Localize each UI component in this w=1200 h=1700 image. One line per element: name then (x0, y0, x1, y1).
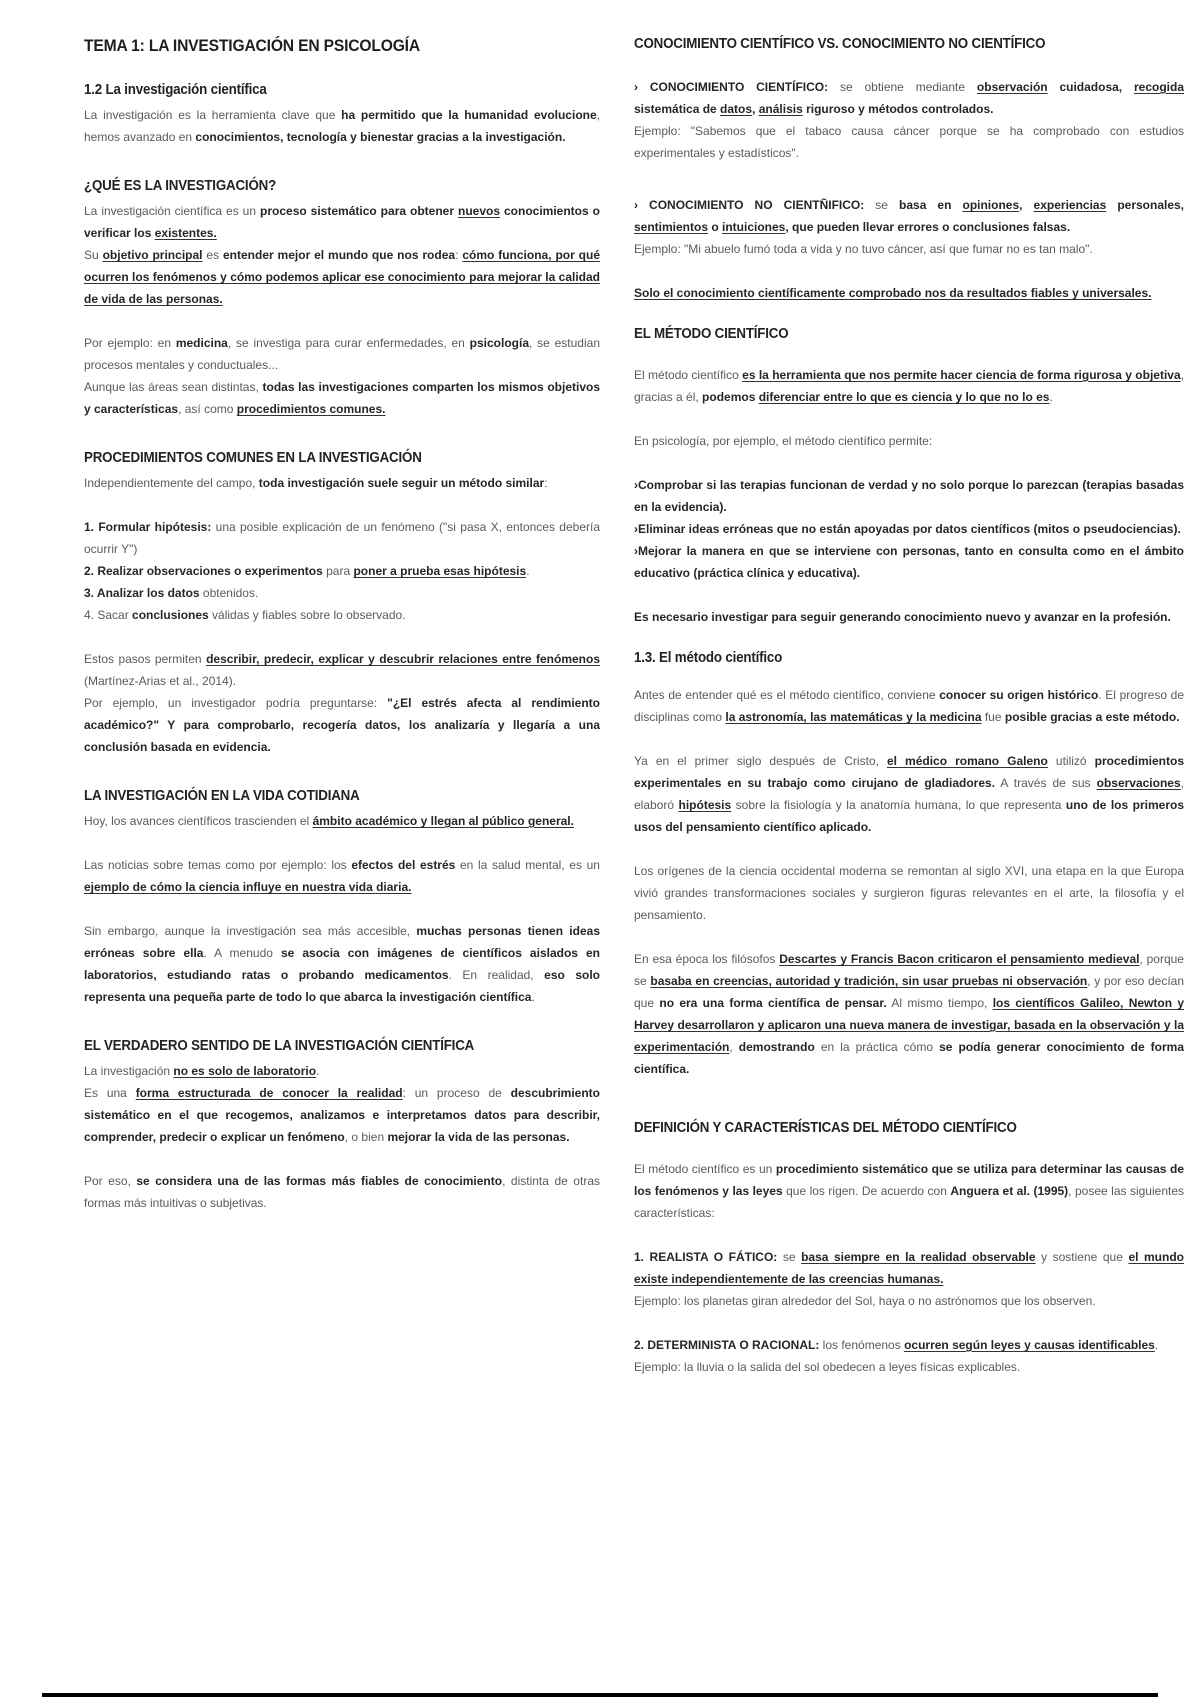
text-run: Descartes y Francis Bacon criticaron el pensamiento medieval (779, 952, 1140, 966)
text-run: posible gracias a este método. (1004, 710, 1180, 724)
text-run: , se investiga para curar enfermedades, en (227, 336, 470, 350)
text-run: . A menudo (203, 946, 281, 960)
text-run: descubrimiento sistemático en el que recogemos, analizamos e interpretamos datos para describir, comprender, predecir o explicar un fenómeno (84, 1086, 600, 1144)
text-run: . El progreso de disciplinas como (634, 688, 1185, 724)
text-run: medicina (175, 336, 228, 350)
text-run: una posible explicación de un fenómeno ("si pasa X, entonces debería ocurrir Y") (84, 520, 600, 556)
text-run: . En realidad, (448, 968, 545, 982)
list-item (84, 560, 600, 582)
section-heading-investigacion-cientifica: 1.2 La investigación científica (84, 82, 267, 98)
text-run: , (729, 1040, 739, 1054)
text-run: Al mismo tiempo, (886, 996, 993, 1010)
text-run: sentimientos (634, 220, 709, 234)
section-heading-metodo-cientifico: EL MÉTODO CIENTÍFICO (634, 326, 789, 342)
text-run: los fenómenos (819, 1338, 905, 1352)
text-run: Su (84, 248, 103, 262)
text-run: datos (720, 102, 753, 116)
paragraph (634, 430, 1184, 452)
paragraph (634, 194, 1184, 238)
text-run: opiniones (962, 198, 1020, 212)
list-item (84, 582, 600, 604)
text-run: Ejemplo: la lluvia o la salida del sol obedecen a leyes físicas explicables. (634, 1360, 1021, 1374)
text-run: fue (981, 710, 1005, 724)
paragraph (634, 606, 1184, 628)
text-run: conocimientos, tecnología y bienestar gracias a la investigación. (195, 130, 566, 144)
text-run: análisis (758, 102, 803, 116)
text-run: , elaboró (634, 776, 1184, 812)
section-heading-vida-cotidiana: LA INVESTIGACIÓN EN LA VIDA COTIDIANA (84, 788, 360, 804)
text-run: , (752, 102, 759, 116)
text-run: 4. Sacar (84, 608, 133, 622)
text-run: Estos pasos permiten (84, 652, 207, 666)
text-run: En esa época los filósofos (634, 952, 780, 966)
text-run: › CONOCIMIENTO CIENTÍFICO: (634, 80, 829, 94)
paragraph (84, 854, 600, 898)
text-run: el mundo existe independientemente de las creencias humanas. (634, 1250, 1184, 1286)
text-run: describir, predecir, explicar y descubrir relaciones entre fenómenos (206, 652, 600, 666)
text-run: se asocia con imágenes de científicos aislados en laboratorios, estudiando ratas o probando medicamentos (84, 946, 601, 982)
text-run: (Martínez-Arias et al., 2014). (84, 674, 237, 688)
section-heading-que-es: ¿QUÉ ES LA INVESTIGACIÓN? (84, 178, 277, 194)
text-run: A través de sus (995, 776, 1097, 790)
text-run: procedimientos experimentales en su trabajo como cirujano de gladiadores. (634, 754, 1185, 790)
paragraph (84, 920, 600, 1008)
text-run: los científicos Galileo, Newton y Harvey desarrollaron y aplicaron una nueva manera de investigar, basada en la observación y la experimentación (634, 996, 1185, 1054)
text-run: procedimientos comunes. (236, 402, 386, 416)
text-run: uno de los primeros usos del pensamiento científico aplicado. (634, 798, 1185, 834)
text-run: Ya en el primer siglo después de Cristo, (634, 754, 887, 768)
text-run: Solo el conocimiento científicamente comprobado nos da resultados fiables y universales. (634, 286, 1152, 300)
paragraph (84, 376, 600, 420)
paragraph (84, 332, 600, 376)
paragraph (84, 104, 600, 148)
text-run: Independientemente del campo, (84, 476, 259, 490)
text-run: . (531, 990, 535, 1004)
text-run: riguroso y métodos controlados. (802, 102, 994, 116)
paragraph (634, 1290, 1184, 1312)
text-run: La investigación científica es un (84, 204, 261, 218)
paragraph (634, 1356, 1184, 1378)
text-run: Las noticias sobre temas como por ejemplo: los (84, 858, 352, 872)
text-run: 1. REALISTA O FÁTICO: (634, 1250, 778, 1264)
text-run: 2. DETERMINISTA O RACIONAL: (634, 1338, 820, 1352)
list-item (634, 518, 1184, 540)
text-run: Por eso, (84, 1174, 137, 1188)
text-run: objetivo principal (102, 248, 203, 262)
text-run: en la práctica cómo (814, 1040, 940, 1054)
text-run: ejemplo de cómo la ciencia influye en nuestra vida diaria. (84, 880, 412, 894)
paragraph (84, 810, 600, 832)
text-run: proceso sistemático para obtener (260, 204, 458, 218)
text-run: no es solo de laboratorio (173, 1064, 317, 1078)
paragraph (634, 750, 1184, 838)
text-run: , gracias a él, (634, 368, 1184, 404)
paragraph (84, 1082, 600, 1148)
text-run: Ejemplo: "Mi abuelo fumó toda a vida y no tuvo cáncer, así que fumar no es tan malo". (634, 242, 1093, 256)
text-run: Los orígenes de la ciencia occidental moderna se remontan al siglo XVI, una etapa en la que Europa vivió grandes transformaciones sociales y surgieron figuras relevantes en el arte, la filosofía y el pensamiento. (634, 864, 1184, 922)
text-run: "¿El estrés afecta al rendimiento académico?" Y para comprobarlo, recogería datos, los analizaría y llegaría a una conclusión basada en evidencia. (84, 696, 600, 754)
text-run: En psicología, por ejemplo, el método científico permite: (634, 434, 933, 448)
text-run: diferenciar entre lo que es ciencia y lo que no lo es (758, 390, 1050, 404)
bottom-divider (42, 1693, 1158, 1697)
text-run: intuiciones (722, 220, 786, 234)
text-run: basa siempre en la realidad observable (801, 1250, 1036, 1264)
text-run: Es una (84, 1086, 136, 1100)
text-run: muchas personas tienen ideas erróneas sobre ella (84, 924, 600, 960)
paragraph (634, 948, 1184, 1080)
paragraph (634, 1158, 1184, 1224)
paragraph (634, 238, 1184, 260)
paragraph (84, 1060, 600, 1082)
list-item (634, 474, 1184, 518)
paragraph (84, 692, 600, 758)
text-run: ›Comprobar si las terapias funcionan de verdad y no solo porque lo parezcan (terapias basadas en la evidencia). (634, 478, 1184, 514)
text-run: es la herramienta que nos permite hacer ciencia de forma rigurosa y objetiva (742, 368, 1181, 382)
text-run: es (202, 248, 223, 262)
text-run: mejorar la vida de las personas. (387, 1130, 570, 1144)
text-run: Antes de entender qué es el método científico, conviene (634, 688, 940, 702)
text-run: podemos (702, 390, 759, 404)
text-run: : (544, 476, 548, 490)
text-run: en la salud mental, es un (455, 858, 600, 872)
page-title: TEMA 1: LA INVESTIGACIÓN EN PSICOLOGÍA (84, 36, 420, 55)
text-run: válidas y fiables sobre lo observado. (208, 608, 406, 622)
text-run: demostrando (738, 1040, 815, 1054)
text-run: y sostiene que (1035, 1250, 1129, 1264)
paragraph (84, 244, 600, 310)
paragraph (634, 1246, 1184, 1290)
text-run: . (1154, 1338, 1159, 1352)
right-column (634, 30, 1184, 1378)
text-run: . (1049, 390, 1053, 404)
text-run: Hoy, los avances científicos trascienden el (84, 814, 313, 828)
text-run: conclusiones (132, 608, 209, 622)
benefits-list (634, 474, 1184, 584)
text-run: Ejemplo: los planetas giran alrededor del Sol, haya o no astrónomos que los observen. (634, 1294, 1096, 1308)
text-run: 1. Formular hipótesis: (84, 520, 212, 534)
text-run: 3. Analizar los datos (84, 586, 200, 600)
paragraph (634, 1334, 1184, 1356)
section-heading-1-3: 1.3. El método científico (634, 650, 783, 666)
text-run: hipótesis (678, 798, 732, 812)
text-run: : un proceso de (402, 1086, 511, 1100)
text-run: Por ejemplo, un investigador podría preguntarse: (84, 696, 388, 710)
text-run: , posee las siguientes características: (634, 1184, 1184, 1220)
text-run: conocimientos o verificar los (84, 204, 600, 240)
list-item (84, 516, 600, 560)
text-run: observaciones (1096, 776, 1181, 790)
paragraph (634, 860, 1184, 926)
text-run: la astronomía, las matemáticas y la medicina (725, 710, 982, 724)
paragraph (634, 76, 1184, 120)
text-run: ámbito académico y llegan al público general. (312, 814, 574, 828)
text-run: basa en (899, 198, 963, 212)
text-run: que los rigen. De acuerdo con (782, 1184, 951, 1198)
section-heading-definicion: DEFINICIÓN Y CARACTERÍSTICAS DEL MÉTODO CIENTÍFICO (634, 1120, 1017, 1136)
paragraph (634, 282, 1184, 304)
text-run: efectos del estrés (351, 858, 456, 872)
text-run: , se estudian procesos mentales y conductuales... (84, 336, 600, 372)
text-run: entender mejor el mundo que nos rodea (222, 248, 456, 262)
text-run: , distinta de otras formas más intuitivas o subjetivas. (84, 1174, 600, 1210)
text-run: utilizó (1047, 754, 1095, 768)
text-run: poner a prueba esas hipótesis (353, 564, 527, 578)
text-run: , que pueden llevar errores o conclusiones falsas. (785, 220, 1071, 234)
text-run: conocer su origen histórico (939, 688, 1099, 702)
text-run: El método científico (634, 368, 743, 382)
text-run: ›Eliminar ideas erróneas que no están apoyadas por datos científicos (mitos o pseudociencias). (634, 522, 1181, 536)
text-run: 2. Realizar observaciones o experimentos (84, 564, 323, 578)
text-run: Ejemplo: "Sabemos que el tabaco causa cáncer porque se ha comprobado con estudios experimentales y estadísticos". (634, 124, 1184, 160)
text-run: Aunque las áreas sean distintas, (84, 380, 263, 394)
text-run: basaba en creencias, autoridad y tradición, sin usar pruebas ni observación (650, 974, 1088, 988)
text-run: experiencias (1033, 198, 1107, 212)
text-run: todas las investigaciones comparten los mismos objetivos y características (84, 380, 600, 416)
paragraph (634, 120, 1184, 164)
text-run: se (777, 1250, 802, 1264)
text-run: sobre la fisiología y la anatomía humana, lo que representa (731, 798, 1066, 812)
text-run: psicología (469, 336, 529, 350)
text-run: se (864, 198, 900, 212)
text-run: forma estructurada de conocer la realidad (135, 1086, 403, 1100)
text-run: obtenidos. (199, 586, 259, 600)
section-heading-procedimientos: PROCEDIMIENTOS COMUNES EN LA INVESTIGACIÓN (84, 450, 422, 466)
text-run: , así como (178, 402, 237, 416)
text-run: › CONOCIMIENTO NO CIENTÑIFICO: (634, 198, 865, 212)
paragraph (84, 472, 600, 494)
text-run: , porque se (634, 952, 1184, 988)
text-run: toda investigación suele seguir un método similar (258, 476, 545, 490)
text-run: ha permitido que la humanidad evolucione (341, 108, 597, 122)
left-column (84, 30, 600, 1214)
text-run: , y por eso decían que (634, 974, 1185, 1010)
text-run: , hemos avanzado en (84, 108, 600, 144)
text-run: existentes. (154, 226, 217, 240)
text-run: El método científico es un (634, 1162, 776, 1176)
text-run: se obtiene mediante (828, 80, 977, 94)
paragraph (84, 1170, 600, 1214)
text-run: para (322, 564, 354, 578)
paragraph (84, 648, 600, 692)
text-run: ocurren según leyes y causas identificables (904, 1338, 1155, 1352)
text-run: La investigación (84, 1064, 174, 1078)
text-run: recogida (1133, 80, 1184, 94)
text-run: La investigación es la herramienta clave que (84, 108, 342, 122)
section-heading-conocimiento: CONOCIMIENTO CIENTÍFICO VS. CONOCIMIENTO NO CIENTÍFICO (634, 36, 1046, 52)
text-run: , o bien (344, 1130, 388, 1144)
steps-list (84, 516, 600, 626)
text-run: nuevos (458, 204, 501, 218)
text-run: cómo funciona, por qué ocurren los fenómenos y cómo podemos aplicar ese conocimiento para mejorar la calidad de vida de las personas. (84, 248, 601, 306)
text-run: procedimiento sistemático que se utiliza para determinar las causas de los fenómenos y las leyes (634, 1162, 1184, 1198)
text-run: observación (976, 80, 1048, 94)
text-run: se considera una de las formas más fiables de conocimiento (136, 1174, 503, 1188)
text-run: , (1019, 198, 1034, 212)
text-run: el médico romano Galeno (886, 754, 1048, 768)
text-run: Es necesario investigar para seguir generando conocimiento nuevo y avanzar en la profesión. (634, 610, 1171, 624)
text-run: Anguera et al. (1995) (950, 1184, 1069, 1198)
paragraph (634, 684, 1184, 728)
text-run: ›Mejorar la manera en que se interviene con personas, tanto en consulta como en el ámbito educativo (práctica clínica y educativa). (634, 544, 1184, 580)
text-run: no era una forma científica de pensar. (659, 996, 887, 1010)
paragraph (634, 364, 1184, 408)
text-run: . (526, 564, 530, 578)
text-run: o (708, 220, 723, 234)
text-run: sistemática de (634, 102, 721, 116)
list-item (634, 540, 1184, 584)
text-run: : (455, 248, 463, 262)
text-run: se podía generar conocimiento de forma científica. (634, 1040, 1185, 1076)
text-run: eso solo representa una pequeña parte de todo lo que abarca la investigación científica (84, 968, 600, 1004)
text-run: personales, (1106, 198, 1185, 212)
text-run: Por ejemplo: en (84, 336, 176, 350)
text-run: cuidadosa, (1047, 80, 1134, 94)
text-run: Sin embargo, aunque la investigación sea más accesible, (84, 924, 417, 938)
list-item (84, 604, 600, 626)
section-heading-verdadero-sentido: EL VERDADERO SENTIDO DE LA INVESTIGACIÓN CIENTÍFICA (84, 1038, 475, 1054)
paragraph (84, 200, 600, 244)
text-run: . (316, 1064, 320, 1078)
